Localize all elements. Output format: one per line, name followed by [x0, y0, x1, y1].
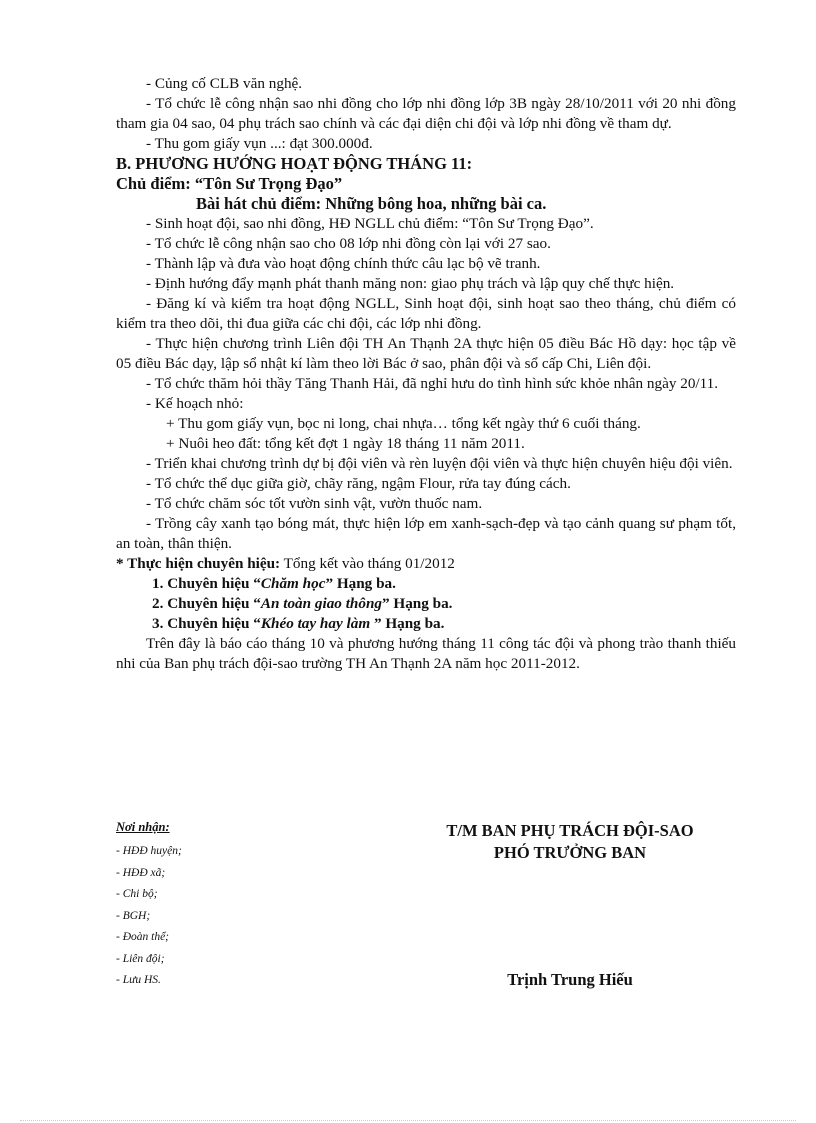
badge-item: 3. Chuyên hiệu “Khéo tay hay làm ” Hạng ba. [152, 615, 445, 632]
recipient-item: - Chi bộ; [116, 888, 158, 900]
badges-heading-note: Tổng kết vào tháng 01/2012 [280, 555, 455, 572]
song-line: Bài hát chủ điểm: Những bông hoa, những bài ca. [196, 194, 547, 213]
plan-line: - Đăng kí và kiểm tra hoạt động NGLL, Sinh hoạt đội, sinh hoạt sao theo tháng, chủ điểm có kiểm tra theo dõi, thi đua giữa các chi đội, các lớp nhi đồng. [116, 295, 736, 332]
signature-block [400, 820, 740, 864]
badges-heading-label: * Thực hiện chuyên hiệu: [116, 555, 281, 572]
recipient-item: - Liên đội; [116, 952, 165, 965]
recipient-item: - HĐĐ huyện; [116, 845, 182, 857]
recipients-block [116, 820, 316, 992]
topic-line: Chủ điểm: “Tôn Sư Trọng Đạo” [116, 174, 343, 193]
small-plan-item: + Thu gom giấy vụn, bọc ni long, chai nhựa… tổng kết ngày thứ 6 cuối tháng. [166, 415, 641, 432]
badge-item: 1. Chuyên hiệu “Chăm học” Hạng ba. [152, 575, 396, 592]
plan-line: - Kế hoạch nhỏ: [146, 395, 244, 412]
recipient-item: - HĐĐ xã; [116, 866, 166, 879]
recipient-item: - Đoàn thể; [116, 931, 170, 943]
plan-line: - Trồng cây xanh tạo bóng mát, thực hiện lớp em xanh-sạch-đẹp và tạo cảnh quang sư phạm tốt, an toàn, thân thiện. [116, 515, 736, 552]
small-plan-item: + Nuôi heo đất: tổng kết đợt 1 ngày 18 tháng 11 năm 2011. [166, 435, 525, 452]
plan-line: - Triển khai chương trình dự bị đội viên và rèn luyện đội viên và thực hiện chuyên hiệu đội viên. [146, 455, 733, 472]
recipients-title: Nơi nhận: [116, 820, 170, 834]
badges-heading [116, 554, 736, 574]
plan-line: - Tổ chức chăm sóc tốt vườn sinh vật, vườn thuốc nam. [146, 495, 483, 512]
badge-name: Chăm học [260, 575, 326, 592]
page-bottom-divider [20, 1120, 796, 1121]
plan-line: - Tổ chức thể dục giữa giờ, chãy răng, ngậm Flour, rửa tay đúng cách. [146, 475, 571, 492]
plan-line: - Thành lập và đưa vào hoạt động chính thức câu lạc bộ vẽ tranh. [146, 255, 541, 272]
recipient-item: - BGH; [116, 909, 151, 922]
signer-name: Trịnh Trung Hiếu [507, 970, 633, 989]
plan-line: - Thực hiện chương trình Liên đội TH An Thạnh 2A thực hiện 05 điều Bác Hồ dạy: học tập về 05 điều Bác dạy, lập sổ nhật kí làm theo lời Bác ở sao, phân đội và sổ cấp Chi, Liên đội. [116, 335, 736, 372]
intro-line: - Củng cố CLB văn nghệ. [146, 75, 303, 92]
signature-org: T/M BAN PHỤ TRÁCH ĐỘI-SAO [446, 821, 694, 840]
section-b-title: B. PHƯƠNG HƯỚNG HOẠT ĐỘNG THÁNG 11: [116, 154, 473, 173]
plan-line: - Định hướng đẩy mạnh phát thanh măng non: giao phụ trách và lập quy chế thực hiện. [146, 275, 675, 292]
intro-line: - Thu gom giấy vụn ...: đạt 300.000đ. [146, 135, 373, 152]
badge-name: An toàn giao thông [260, 595, 382, 612]
plan-line: - Tổ chức thăm hỏi thầy Tăng Thanh Hải, đã nghỉ hưu do tình hình sức khỏe nhân ngày 20/11. [146, 375, 719, 392]
intro-line: - Tổ chức lễ công nhận sao nhi đồng cho lớp nhi đồng lớp 3B ngày 28/10/2011 với 20 nhi đồng tham gia 04 sao, 04 phụ trách sao chính và các đại diện chi đội và lớp nhi đồng về tham dự. [116, 95, 736, 132]
closing-paragraph: Trên đây là báo cáo tháng 10 và phương hướng tháng 11 công tác đội và phong trào thanh thiếu nhi của Ban phụ trách đội-sao trường TH An Thạnh 2A năm học 2011-2012. [116, 635, 736, 672]
plan-line: - Sinh hoạt đội, sao nhi đồng, HĐ NGLL chủ điểm: “Tôn Sư Trọng Đạo”. [146, 215, 594, 232]
badge-item: 2. Chuyên hiệu “An toàn giao thông” Hạng ba. [152, 595, 453, 612]
plan-line: - Tổ chức lễ công nhận sao cho 08 lớp nhi đồng còn lại với 27 sao. [146, 235, 551, 252]
badge-name: Khéo tay hay làm [260, 615, 371, 632]
document-body [116, 74, 736, 674]
signature-position: PHÓ TRƯỞNG BAN [493, 843, 647, 862]
recipient-item: - Lưu HS. [116, 974, 161, 986]
